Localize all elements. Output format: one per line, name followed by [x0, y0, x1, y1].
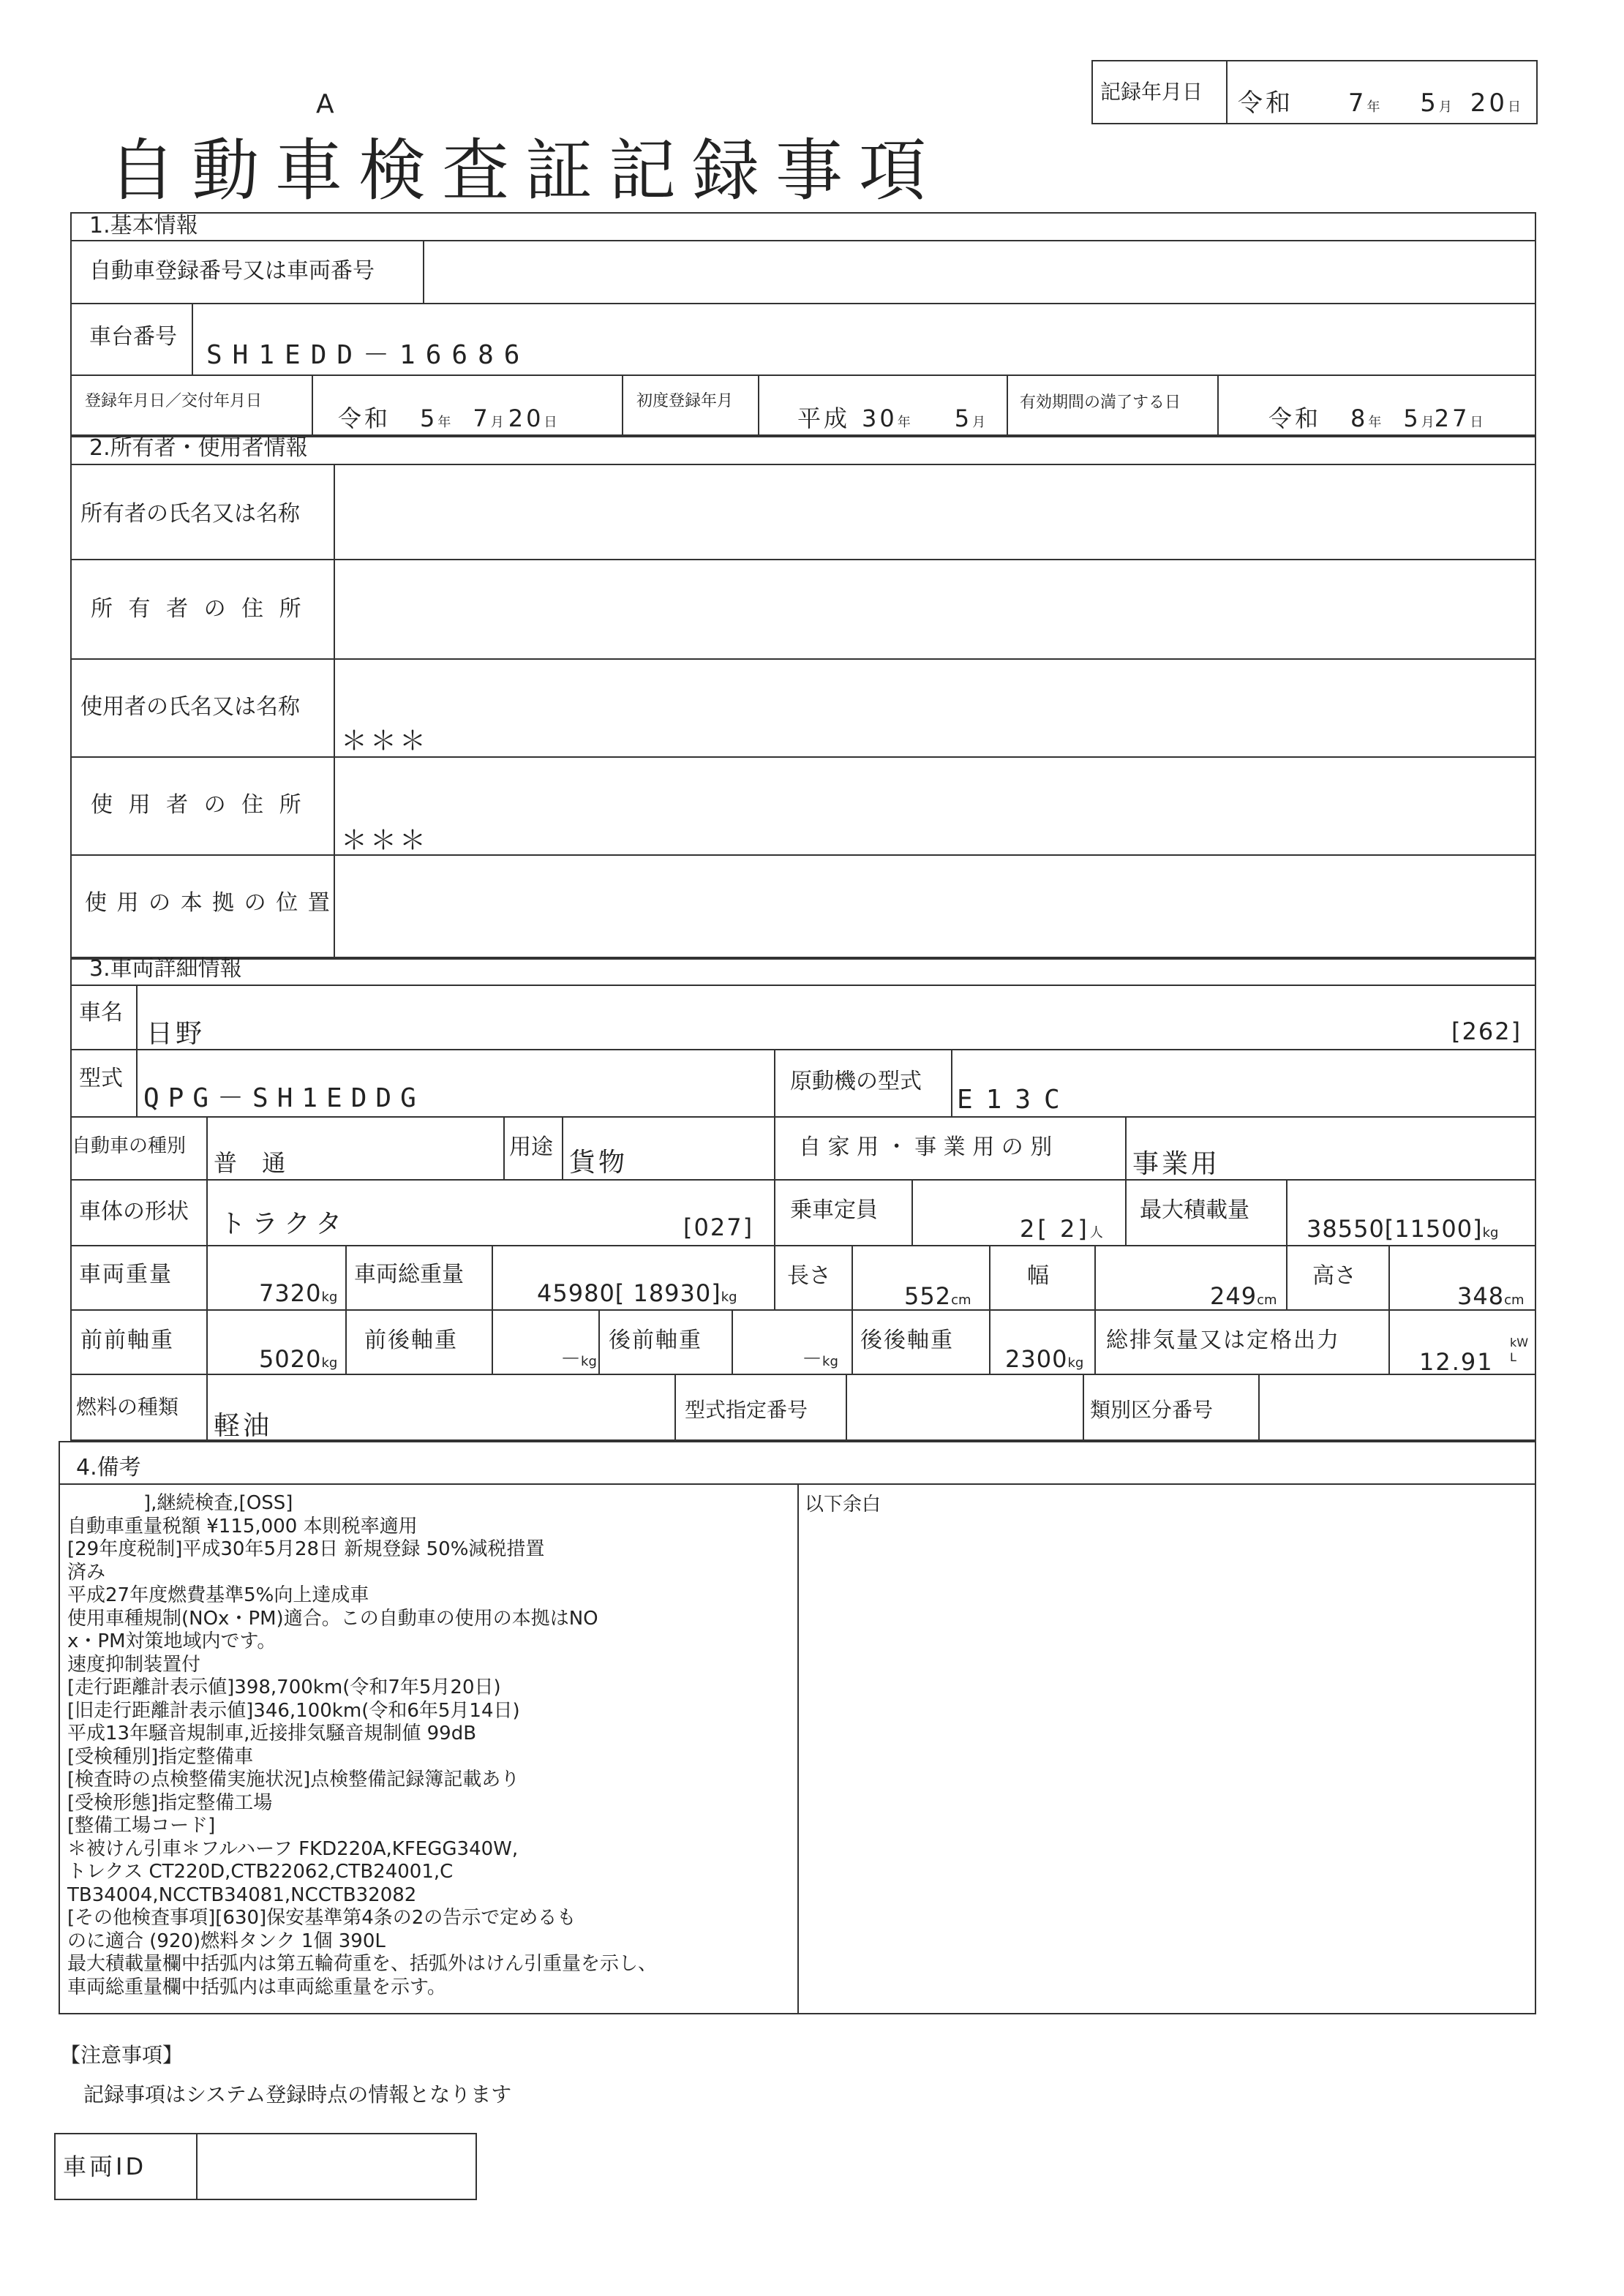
rr-axle-label: 後後軸重 — [860, 1328, 954, 1353]
user-address-label: 使 用 者 の 住 所 — [91, 792, 306, 818]
body-shape-value: トラクタ — [219, 1209, 348, 1239]
fr-axle-value: －kg — [560, 1347, 597, 1371]
model-value: QPG－SH1EDDG — [143, 1083, 425, 1113]
height-value: 348cm — [1457, 1282, 1525, 1310]
remarks-left: ],継続検査,[OSS] 自動車重量税額 ¥115,000 本則税率適用 [29年度税制]平成30年5月28日 新規登録 50%減税措置 済み 平成27年度燃費基準5%向上達成車 使用車種規制(NOx・PM)適合。この自動車の使用の本拠はNO x・PM対策地域内です。 速度抑制装置付 [走行距離計表示値]398,700km(令和7年5月20日) [旧走行距離計表示値]346,100km(令和6年5月14日) 平成13年騒音規制車,近接排気騒音規制値 99dB [受検種別]指定整備車 [検査時の点検整備実施状況]点検整備記録簿記載あり [受検形態]指定整備工場 [整備工場コード] ＊被けん引車＊フルハーフ FKD220A,KFEGG340W, トレクス CT220D,CTB22062,CTB24001,C TB34004,NCCTB34081,NCCTB32082 [その他検査事項][630]保安基準第4条の2の告示で定めるも のに適合 (920)燃料タンク 1個 390L 最大積載量欄中括弧内は第五輪荷重を、括弧外はけん引重量を示し、 車両総重量欄中括弧内は車両総重量を示す。 — [67, 1492, 658, 1998]
capacity-value: 2[ 2]人 — [1020, 1215, 1103, 1243]
width-value: 249cm — [1210, 1282, 1277, 1310]
reg-number-label: 自動車登録番号又は車両番号 — [89, 258, 375, 284]
vehicle-id-label: 車両ID — [63, 2153, 147, 2180]
reg-date-label: 登録年月日／交付年月日 — [85, 392, 263, 410]
expiry-label: 有効期間の満了する日 — [1020, 394, 1181, 412]
user-name-value: ＊＊＊ — [341, 726, 429, 756]
reg-date-value: 令和 5年 7月 20日 — [338, 404, 557, 432]
use-label: 用途 — [509, 1134, 553, 1160]
expiry-value: 令和 8年 5月27日 — [1268, 404, 1484, 432]
user-name-label: 使用者の氏名又は名称 — [80, 694, 300, 720]
body-shape-code: [027] — [683, 1213, 754, 1241]
use-value: 貨物 — [569, 1148, 628, 1178]
ff-axle-value: 5020kg — [259, 1345, 338, 1373]
private-business-label: 自 家 用 ・ 事 業 用 の 別 — [799, 1134, 1053, 1160]
gross-weight-value: 45980[ 18930]kg — [537, 1279, 737, 1307]
section3-heading: 3.車両詳細情報 — [89, 956, 242, 982]
fuel-label: 燃料の種類 — [76, 1395, 179, 1419]
document-title: 自動車検査証記録事項 — [108, 132, 943, 210]
chassis-label: 車台番号 — [89, 324, 177, 350]
first-reg-label: 初度登録年月 — [636, 392, 734, 410]
body-shape-label: 車体の形状 — [79, 1199, 189, 1224]
height-label: 高さ — [1312, 1263, 1356, 1289]
section1-frame — [70, 212, 1536, 436]
vehicle-weight-value: 7320kg — [259, 1279, 338, 1307]
displacement-value: 12.91 — [1419, 1348, 1494, 1376]
section4-heading: 4.備考 — [76, 1455, 141, 1480]
owner-name-label: 所有者の氏名又は名称 — [80, 501, 300, 527]
car-name-value: 日野 — [146, 1019, 206, 1049]
rf-axle-label: 後前軸重 — [609, 1328, 702, 1353]
vehicle-weight-label: 車両重量 — [79, 1262, 173, 1287]
length-label: 長さ — [787, 1263, 831, 1289]
record-date-value: 令和 7年 5月 20日 — [1238, 89, 1521, 118]
max-load-value: 38550[11500]kg — [1307, 1215, 1499, 1243]
owner-address-label: 所 有 者 の 住 所 — [91, 596, 306, 622]
first-reg-value: 平成 30年 5月 — [797, 404, 986, 432]
max-load-label: 最大積載量 — [1140, 1197, 1249, 1223]
section1-heading: 1.基本情報 — [89, 213, 198, 238]
fr-axle-label: 前後軸重 — [364, 1328, 458, 1353]
car-name-code: [262] — [1451, 1017, 1522, 1045]
kind-value: 普 通 — [214, 1149, 295, 1177]
gross-weight-label: 車両総重量 — [354, 1262, 464, 1287]
notes-heading: 【注意事項】 — [60, 2043, 184, 2067]
displacement-label: 総排気量又は定格出力 — [1106, 1328, 1340, 1353]
length-value: 552cm — [904, 1282, 971, 1310]
type-designation-label: 型式指定番号 — [685, 1398, 808, 1422]
user-address-value: ＊＊＊ — [341, 826, 429, 856]
record-date-label: 記録年月日 — [1100, 80, 1203, 104]
ff-axle-label: 前前軸重 — [80, 1328, 174, 1353]
rr-axle-value: 2300kg — [1005, 1345, 1084, 1373]
car-name-label: 車名 — [79, 1000, 123, 1025]
engine-label: 原動機の型式 — [790, 1069, 922, 1094]
displacement-unit: kW L — [1510, 1336, 1529, 1364]
remarks-right: 以下余白 — [805, 1494, 881, 1516]
model-label: 型式 — [79, 1066, 123, 1091]
private-business-value: 事業用 — [1132, 1149, 1221, 1179]
capacity-label: 乗車定員 — [790, 1197, 878, 1223]
fuel-value: 軽油 — [214, 1411, 273, 1441]
section2-heading: 2.所有者・使用者情報 — [89, 435, 308, 461]
chassis-value: SH1EDD－16686 — [206, 340, 530, 370]
kind-label: 自動車の種別 — [72, 1135, 187, 1157]
width-label: 幅 — [1027, 1263, 1049, 1289]
base-location-label: 使 用 の 本 拠 の 位 置 — [85, 890, 331, 916]
notes-text: 記録事項はシステム登録時点の情報となります — [83, 2082, 512, 2107]
engine-value: E13C — [957, 1085, 1073, 1115]
rf-axle-value: －kg — [802, 1347, 838, 1371]
category-number-label: 類別区分番号 — [1090, 1398, 1214, 1422]
form-letter: A — [316, 89, 334, 119]
